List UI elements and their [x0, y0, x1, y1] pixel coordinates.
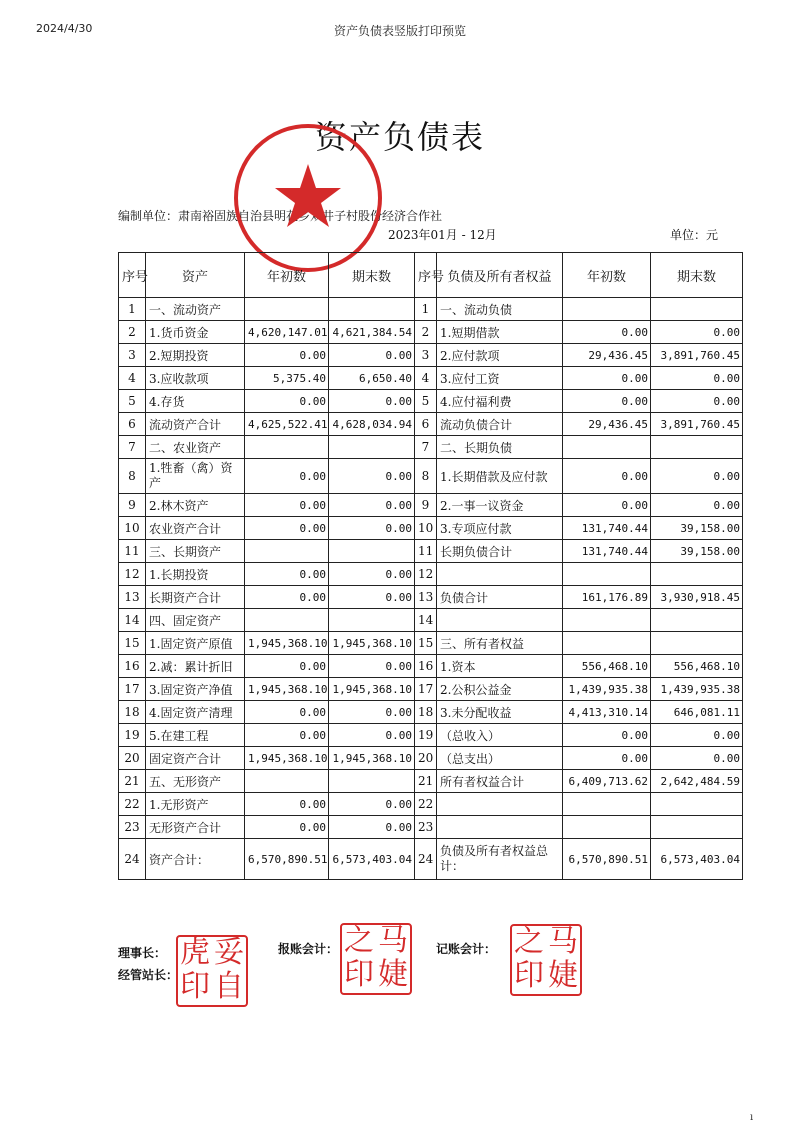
row-liability-begin: 131,740.44	[563, 540, 651, 563]
row-liability-begin: 6,570,890.51	[563, 839, 651, 880]
row-asset-begin: 0.00	[245, 724, 329, 747]
row-liability-name: 4.应付福利费	[437, 390, 563, 413]
row-asset-name: 2.林木资产	[146, 494, 245, 517]
row-asset-begin: 0.00	[245, 494, 329, 517]
row-seq-right: 11	[415, 540, 437, 563]
table-row	[119, 793, 743, 816]
print-date: 2024/4/30	[36, 22, 93, 35]
row-seq-right: 15	[415, 632, 437, 655]
row-liability-name: 3.未分配收益	[437, 701, 563, 724]
header-liabilities-equity: 负债及所有者权益	[437, 253, 563, 298]
row-seq-left: 12	[119, 563, 146, 586]
bookkeeper-stamp-char: 婕	[548, 958, 578, 993]
row-seq-left: 18	[119, 701, 146, 724]
table-row	[119, 701, 743, 724]
row-asset-end	[329, 298, 415, 321]
row-asset-begin: 1,945,368.10	[245, 632, 329, 655]
row-liability-name: 1.资本	[437, 655, 563, 678]
row-seq-left: 6	[119, 413, 146, 436]
row-liability-end: 39,158.00	[651, 540, 743, 563]
row-seq-right: 1	[415, 298, 437, 321]
row-asset-name: 1.牲畜（禽）资产	[146, 459, 245, 494]
row-liability-begin: 0.00	[563, 494, 651, 517]
row-liability-end: 0.00	[651, 367, 743, 390]
row-seq-left: 11	[119, 540, 146, 563]
row-liability-end: 3,930,918.45	[651, 586, 743, 609]
row-asset-end	[329, 770, 415, 793]
row-liability-begin: 161,176.89	[563, 586, 651, 609]
row-asset-name: 2.减：累计折旧	[146, 655, 245, 678]
row-asset-name: 五、无形资产	[146, 770, 245, 793]
bookkeeper-stamp	[510, 924, 582, 996]
row-asset-begin: 0.00	[245, 793, 329, 816]
table-row	[119, 390, 743, 413]
row-liability-name	[437, 816, 563, 839]
header-assets: 资产	[146, 253, 245, 298]
row-asset-end	[329, 609, 415, 632]
row-asset-end: 0.00	[329, 586, 415, 609]
table-row	[119, 724, 743, 747]
row-seq-left: 23	[119, 816, 146, 839]
row-liability-name: 二、长期负债	[437, 436, 563, 459]
row-liability-end: 0.00	[651, 724, 743, 747]
row-liability-end: 0.00	[651, 390, 743, 413]
row-liability-begin: 6,409,713.62	[563, 770, 651, 793]
row-asset-begin	[245, 436, 329, 459]
row-liability-begin	[563, 298, 651, 321]
table-row	[119, 517, 743, 540]
row-asset-name: 一、流动资产	[146, 298, 245, 321]
row-seq-left: 10	[119, 517, 146, 540]
table-row	[119, 839, 743, 880]
row-liability-name	[437, 793, 563, 816]
row-asset-name: 1.无形资产	[146, 793, 245, 816]
row-liability-name: 三、所有者权益	[437, 632, 563, 655]
table-row	[119, 436, 743, 459]
table-row	[119, 678, 743, 701]
row-asset-end: 6,573,403.04	[329, 839, 415, 880]
row-seq-left: 3	[119, 344, 146, 367]
row-asset-name: 4.固定资产清理	[146, 701, 245, 724]
reporter-stamp-char: 印	[344, 957, 374, 992]
row-seq-left: 4	[119, 367, 146, 390]
row-seq-right: 23	[415, 816, 437, 839]
reporter-stamp	[340, 923, 412, 995]
report-title: 资产负债表	[314, 118, 485, 156]
row-liability-begin: 0.00	[563, 367, 651, 390]
row-seq-left: 9	[119, 494, 146, 517]
row-seq-left: 16	[119, 655, 146, 678]
table-row	[119, 321, 743, 344]
balance-sheet-table	[118, 252, 743, 880]
row-asset-name: 5.在建工程	[146, 724, 245, 747]
compiling-unit-label: 编制单位：	[118, 209, 179, 223]
row-asset-begin: 4,620,147.01	[245, 321, 329, 344]
header-begin-left: 年初数	[245, 253, 329, 298]
row-seq-right: 13	[415, 586, 437, 609]
row-asset-begin	[245, 609, 329, 632]
header-end-left: 期末数	[329, 253, 415, 298]
row-asset-end: 0.00	[329, 344, 415, 367]
row-liability-end: 6,573,403.04	[651, 839, 743, 880]
row-asset-name: 无形资产合计	[146, 816, 245, 839]
row-asset-begin	[245, 540, 329, 563]
table-header-row	[119, 253, 743, 298]
row-liability-name: 长期负债合计	[437, 540, 563, 563]
row-liability-name: 1.长期借款及应付款	[437, 459, 563, 494]
row-seq-right: 21	[415, 770, 437, 793]
row-seq-right: 7	[415, 436, 437, 459]
page-mark: ı	[750, 1112, 754, 1123]
row-asset-name: 固定资产合计	[146, 747, 245, 770]
row-asset-end: 0.00	[329, 517, 415, 540]
row-liability-name: 3.应付工资	[437, 367, 563, 390]
row-liability-begin: 29,436.45	[563, 344, 651, 367]
row-liability-end: 3,891,760.45	[651, 413, 743, 436]
print-preview-title: 资产负债表竖版打印预览	[333, 24, 466, 38]
header-seq-left: 序号	[119, 253, 146, 298]
table-row	[119, 747, 743, 770]
row-asset-name: 长期资产合计	[146, 586, 245, 609]
row-liability-begin: 1,439,935.38	[563, 678, 651, 701]
row-liability-begin: 0.00	[563, 459, 651, 494]
row-liability-end: 556,468.10	[651, 655, 743, 678]
row-liability-end	[651, 632, 743, 655]
bookkeeper-stamp-char: 之	[514, 924, 544, 959]
row-liability-name: 一、流动负债	[437, 298, 563, 321]
row-asset-begin: 0.00	[245, 390, 329, 413]
row-liability-name: 2.公积公益金	[437, 678, 563, 701]
header-begin-right: 年初数	[563, 253, 651, 298]
table-row	[119, 655, 743, 678]
table-row	[119, 770, 743, 793]
row-asset-name: 2.短期投资	[146, 344, 245, 367]
reporter-stamp-char: 婕	[378, 957, 408, 992]
reporter-stamp-char: 之	[344, 923, 374, 958]
row-asset-name: 农业资产合计	[146, 517, 245, 540]
row-asset-begin: 0.00	[245, 344, 329, 367]
row-liability-name: 2.一事一议资金	[437, 494, 563, 517]
row-liability-end: 39,158.00	[651, 517, 743, 540]
row-liability-begin: 0.00	[563, 321, 651, 344]
row-liability-end: 3,891,760.45	[651, 344, 743, 367]
row-liability-end	[651, 298, 743, 321]
header-end-right: 期末数	[651, 253, 743, 298]
table-row	[119, 816, 743, 839]
row-asset-end: 0.00	[329, 494, 415, 517]
row-asset-name: 1.货币资金	[146, 321, 245, 344]
row-asset-begin: 5,375.40	[245, 367, 329, 390]
row-seq-right: 17	[415, 678, 437, 701]
table-row	[119, 563, 743, 586]
row-seq-left: 21	[119, 770, 146, 793]
row-liability-name: （总支出）	[437, 747, 563, 770]
row-liability-name: 1.短期借款	[437, 321, 563, 344]
table-row	[119, 494, 743, 517]
row-liability-end	[651, 609, 743, 632]
row-seq-right: 18	[415, 701, 437, 724]
row-seq-left: 19	[119, 724, 146, 747]
row-seq-left: 24	[119, 839, 146, 880]
row-asset-name: 4.存货	[146, 390, 245, 413]
table-row	[119, 298, 743, 321]
table-row	[119, 413, 743, 436]
row-liability-name: 2.应付款项	[437, 344, 563, 367]
bookkeeper-label: 记账会计：	[436, 942, 497, 956]
row-asset-name: 二、农业资产	[146, 436, 245, 459]
row-seq-right: 6	[415, 413, 437, 436]
row-seq-right: 24	[415, 839, 437, 880]
row-liability-begin: 556,468.10	[563, 655, 651, 678]
row-asset-end: 0.00	[329, 563, 415, 586]
row-asset-end: 0.00	[329, 724, 415, 747]
row-asset-end: 1,945,368.10	[329, 632, 415, 655]
row-seq-right: 20	[415, 747, 437, 770]
table-row	[119, 609, 743, 632]
row-seq-left: 17	[119, 678, 146, 701]
table-row	[119, 586, 743, 609]
row-liability-name: 流动负债合计	[437, 413, 563, 436]
row-liability-begin	[563, 436, 651, 459]
row-liability-end: 1,439,935.38	[651, 678, 743, 701]
row-liability-name: （总收入）	[437, 724, 563, 747]
row-liability-name	[437, 609, 563, 632]
bookkeeper-stamp-char: 马	[548, 924, 578, 959]
row-seq-right: 12	[415, 563, 437, 586]
row-liability-end: 646,081.11	[651, 701, 743, 724]
reporter-stamp-char: 马	[378, 923, 408, 958]
row-asset-end: 0.00	[329, 459, 415, 494]
row-liability-begin	[563, 793, 651, 816]
row-asset-end: 0.00	[329, 655, 415, 678]
row-seq-right: 3	[415, 344, 437, 367]
row-seq-right: 14	[415, 609, 437, 632]
row-asset-end	[329, 436, 415, 459]
table-row	[119, 367, 743, 390]
row-liability-end: 0.00	[651, 494, 743, 517]
table-row	[119, 344, 743, 367]
manager-label: 经管站长：	[118, 968, 179, 982]
row-asset-begin: 0.00	[245, 655, 329, 678]
row-liability-begin	[563, 816, 651, 839]
row-asset-name: 3.固定资产净值	[146, 678, 245, 701]
row-liability-end	[651, 436, 743, 459]
row-liability-begin: 29,436.45	[563, 413, 651, 436]
row-asset-begin: 1,945,368.10	[245, 747, 329, 770]
table-row	[119, 540, 743, 563]
row-liability-begin: 0.00	[563, 390, 651, 413]
reporter-label: 报账会计：	[278, 942, 339, 956]
bookkeeper-stamp-char: 印	[514, 958, 544, 993]
row-asset-end: 0.00	[329, 390, 415, 413]
row-asset-end: 4,621,384.54	[329, 321, 415, 344]
row-asset-name: 四、固定资产	[146, 609, 245, 632]
table-row	[119, 459, 743, 494]
row-liability-end	[651, 563, 743, 586]
row-seq-left: 8	[119, 459, 146, 494]
table-row	[119, 632, 743, 655]
row-liability-name: 负债及所有者权益总计：	[437, 839, 563, 880]
row-seq-right: 2	[415, 321, 437, 344]
chairman-stamp-char: 印	[180, 969, 210, 1004]
row-liability-end	[651, 816, 743, 839]
row-asset-end: 6,650.40	[329, 367, 415, 390]
row-seq-left: 22	[119, 793, 146, 816]
currency-unit: 单位：元	[670, 228, 719, 242]
row-asset-begin	[245, 770, 329, 793]
row-asset-name: 1.长期投资	[146, 563, 245, 586]
row-asset-begin: 6,570,890.51	[245, 839, 329, 880]
row-seq-left: 1	[119, 298, 146, 321]
row-asset-begin: 4,625,522.41	[245, 413, 329, 436]
row-seq-right: 22	[415, 793, 437, 816]
row-liability-end: 2,642,484.59	[651, 770, 743, 793]
row-seq-right: 9	[415, 494, 437, 517]
row-liability-end: 0.00	[651, 747, 743, 770]
row-seq-left: 2	[119, 321, 146, 344]
row-liability-end: 0.00	[651, 321, 743, 344]
row-asset-begin: 0.00	[245, 517, 329, 540]
row-liability-name	[437, 563, 563, 586]
row-asset-begin: 1,945,368.10	[245, 678, 329, 701]
row-asset-begin: 0.00	[245, 563, 329, 586]
compiling-unit-name: 肃南裕固族自治县明花乡双井子村股份经济合作社	[178, 209, 443, 223]
row-liability-begin	[563, 609, 651, 632]
row-seq-left: 14	[119, 609, 146, 632]
row-seq-left: 20	[119, 747, 146, 770]
row-asset-end	[329, 540, 415, 563]
row-liability-begin: 4,413,310.14	[563, 701, 651, 724]
row-asset-name: 流动资产合计	[146, 413, 245, 436]
row-asset-name: 1.固定资产原值	[146, 632, 245, 655]
row-liability-end	[651, 793, 743, 816]
chairman-stamp-char: 妥	[214, 935, 244, 970]
row-seq-right: 19	[415, 724, 437, 747]
row-liability-begin	[563, 563, 651, 586]
chairman-stamp	[176, 935, 248, 1007]
row-asset-end: 4,628,034.94	[329, 413, 415, 436]
chairman-stamp-char: 虎	[180, 935, 210, 970]
row-asset-begin: 0.00	[245, 586, 329, 609]
row-asset-begin	[245, 298, 329, 321]
row-liability-name: 所有者权益合计	[437, 770, 563, 793]
row-asset-end: 0.00	[329, 816, 415, 839]
row-liability-name: 3.专项应付款	[437, 517, 563, 540]
row-liability-begin: 131,740.44	[563, 517, 651, 540]
row-asset-begin: 0.00	[245, 701, 329, 724]
row-asset-begin: 0.00	[245, 459, 329, 494]
row-liability-begin: 0.00	[563, 724, 651, 747]
row-asset-name: 资产合计：	[146, 839, 245, 880]
row-seq-left: 13	[119, 586, 146, 609]
row-liability-name: 负债合计	[437, 586, 563, 609]
header-seq-right: 序号	[415, 253, 437, 298]
row-seq-left: 5	[119, 390, 146, 413]
row-liability-end: 0.00	[651, 459, 743, 494]
row-liability-begin	[563, 632, 651, 655]
report-period: 2023年01月 - 12月	[388, 228, 497, 242]
row-asset-end: 1,945,368.10	[329, 678, 415, 701]
row-asset-end: 1,945,368.10	[329, 747, 415, 770]
chairman-stamp-char: 自	[214, 969, 244, 1004]
seal-star-icon	[275, 164, 341, 227]
row-asset-name: 3.应收款项	[146, 367, 245, 390]
row-seq-left: 7	[119, 436, 146, 459]
row-asset-end: 0.00	[329, 701, 415, 724]
row-liability-begin: 0.00	[563, 747, 651, 770]
row-seq-right: 8	[415, 459, 437, 494]
row-asset-begin: 0.00	[245, 816, 329, 839]
row-asset-end: 0.00	[329, 793, 415, 816]
row-seq-right: 10	[415, 517, 437, 540]
row-seq-right: 4	[415, 367, 437, 390]
row-asset-name: 三、长期资产	[146, 540, 245, 563]
row-seq-left: 15	[119, 632, 146, 655]
row-seq-right: 16	[415, 655, 437, 678]
chairman-label: 理事长：	[118, 946, 167, 960]
row-seq-right: 5	[415, 390, 437, 413]
